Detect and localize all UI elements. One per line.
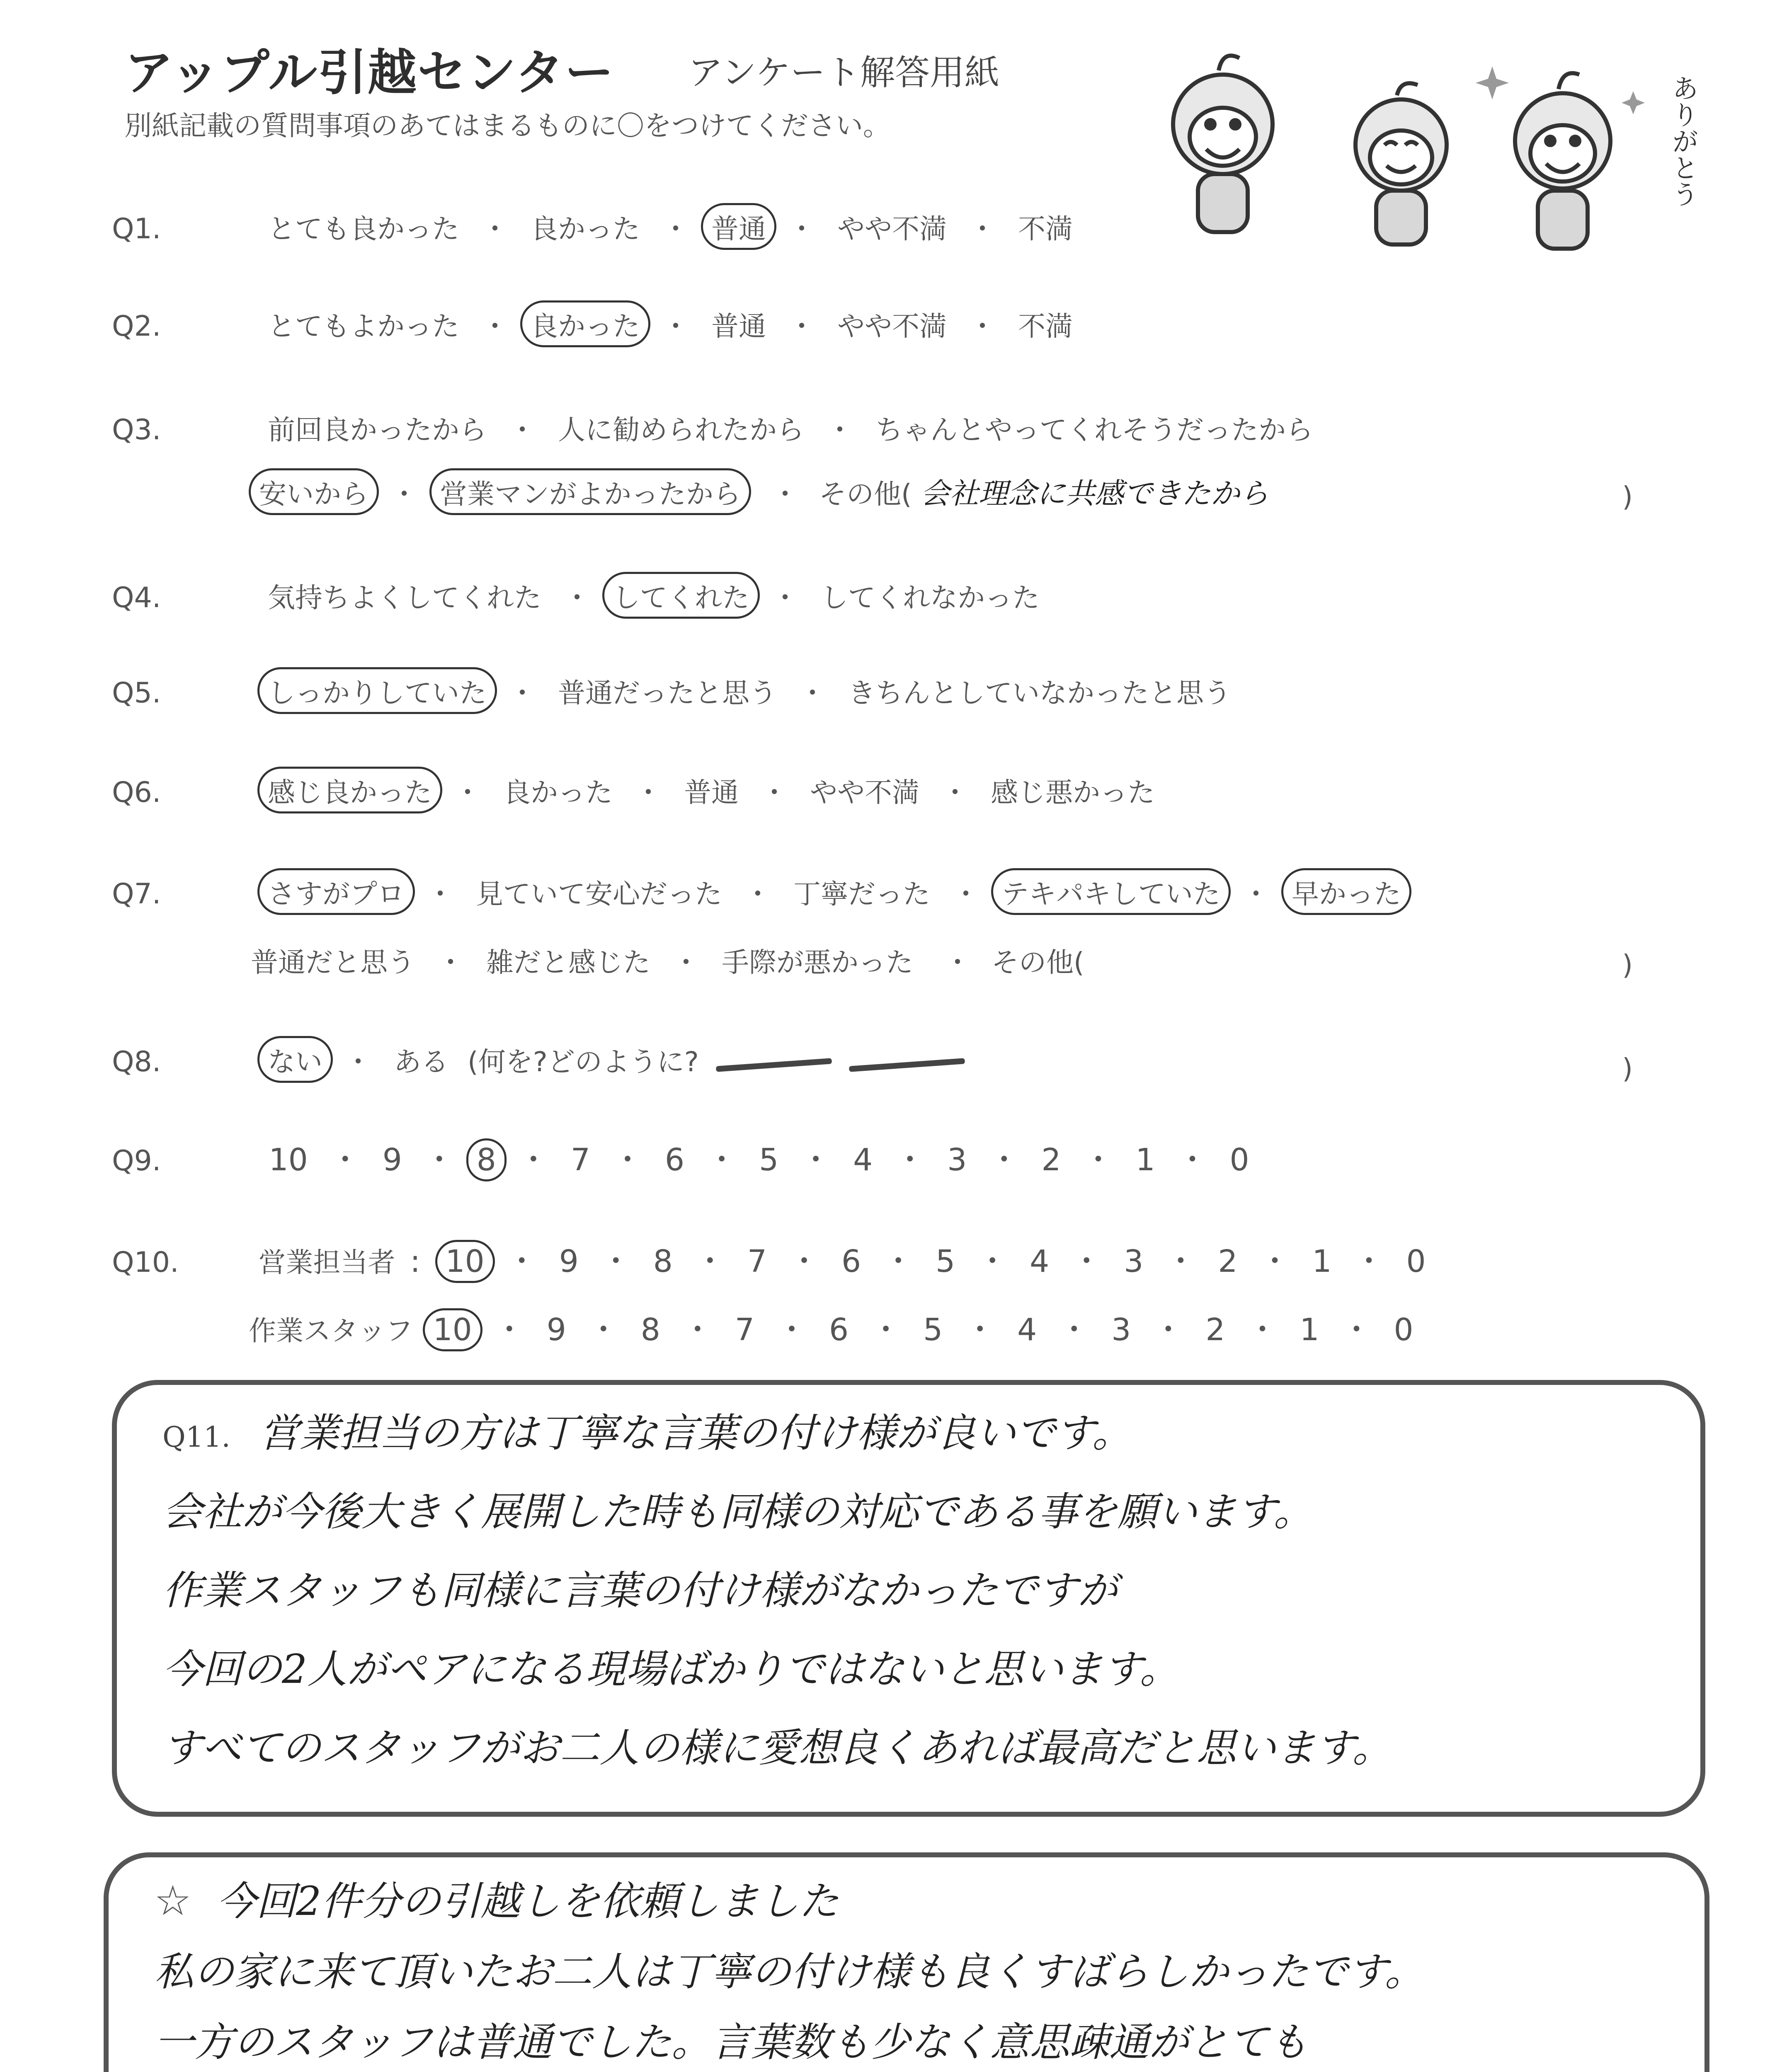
answer-option[interactable]: 10	[269, 1142, 308, 1178]
answer-option[interactable]: 0	[1229, 1142, 1249, 1178]
answer-option[interactable]: 3	[947, 1142, 967, 1178]
answer-option-selected[interactable]: 感じ良かった	[257, 767, 442, 813]
question-10-staff	[249, 1305, 1424, 1351]
answer-option[interactable]: 普通	[684, 777, 739, 808]
separator: ・	[481, 310, 509, 342]
answer-options	[257, 404, 1324, 451]
question-3	[112, 404, 1324, 451]
answer-option-selected[interactable]: しっかりしていた	[257, 667, 497, 714]
answer-option[interactable]: 1	[1135, 1142, 1155, 1178]
separator: ・	[682, 1312, 713, 1348]
answer-option[interactable]: 普通だと思う	[251, 946, 415, 978]
separator: ・	[508, 414, 536, 446]
score-options	[423, 1305, 1424, 1351]
answer-option[interactable]: 9	[382, 1142, 402, 1178]
separator: ・	[508, 677, 536, 709]
question-7	[112, 868, 1411, 915]
separator: ・	[788, 310, 815, 342]
question-label: Q3.	[112, 414, 161, 446]
question-label: Q6.	[112, 776, 161, 809]
answer-options	[257, 767, 1165, 813]
answer-option[interactable]: 9	[546, 1312, 566, 1348]
answer-option[interactable]: 普通だったと思う	[558, 677, 777, 709]
note-line: 一方のスタッフは普通でした。言葉数も少なく意思疎通がとても	[154, 2019, 1308, 2065]
separator: ・	[826, 414, 853, 446]
answer-option[interactable]: 手際が悪かった	[722, 946, 913, 978]
answer-option[interactable]: 0	[1394, 1312, 1413, 1348]
answer-option-selected[interactable]: してくれた	[602, 572, 760, 619]
answer-option[interactable]: 5	[759, 1142, 779, 1178]
separator: ・	[1153, 1312, 1184, 1348]
answer-option[interactable]: 3	[1111, 1312, 1131, 1348]
question-3-line-2	[249, 468, 1269, 515]
note-line: 私の家に来て頂いたお二人は丁寧の付け様も良くすばらしかったです。	[154, 1949, 1425, 1995]
separator: ・	[760, 777, 788, 808]
star-icon: ☆	[154, 1876, 192, 1925]
question-4	[112, 572, 1050, 619]
question-9	[112, 1135, 1260, 1181]
q11-line-text: 営業担当の方は丁寧な言葉の付け様が良いです。	[259, 1410, 1132, 1456]
answer-option-selected[interactable]: 10	[423, 1308, 482, 1351]
answer-option[interactable]: 見ていて安心だった	[475, 878, 722, 910]
answer-option[interactable]: とても良かった	[267, 213, 459, 245]
separator: ・	[424, 1142, 455, 1178]
answer-option[interactable]: とてもよかった	[267, 310, 459, 342]
answer-option-selected[interactable]: 良かった	[520, 300, 650, 347]
answer-option[interactable]: 前回良かったから	[267, 414, 487, 446]
answer-option-selected[interactable]: テキパキしていた	[991, 868, 1231, 915]
answer-options	[249, 468, 751, 515]
separator: ・	[634, 777, 662, 808]
separator: ・	[968, 310, 996, 342]
separator: ・	[788, 1244, 819, 1279]
mascot-caption: ありがとう	[1668, 75, 1698, 207]
separator: ・	[1059, 1312, 1090, 1348]
note-line-text: 今回2件分の引越しを依頼しました	[216, 1878, 839, 1924]
answer-option[interactable]: 1	[1300, 1312, 1319, 1348]
answer-option[interactable]: 6	[829, 1312, 849, 1348]
note-line	[154, 1870, 839, 1927]
answer-option-selected[interactable]: 安いから	[249, 468, 379, 515]
separator: ・	[588, 1312, 619, 1348]
q8-close-paren: )	[1622, 1053, 1633, 1084]
q3-close-paren: )	[1622, 481, 1633, 513]
separator: ・	[437, 946, 464, 978]
answer-option[interactable]: 0	[1406, 1244, 1426, 1279]
answer-option[interactable]: 良かった	[503, 777, 613, 808]
answer-option-selected[interactable]: 普通	[701, 203, 776, 250]
question-label: Q10.	[112, 1246, 179, 1279]
answer-option[interactable]: 感じ悪かった	[990, 777, 1155, 808]
separator: ・	[943, 946, 971, 978]
answer-options	[257, 300, 1083, 347]
answer-option[interactable]: 8	[653, 1244, 673, 1279]
separator: ・	[1353, 1244, 1384, 1279]
answer-option[interactable]: してくれなかった	[820, 582, 1040, 614]
question-2	[112, 300, 1083, 347]
q8-prompt: (何を?どのように?	[467, 1046, 699, 1078]
monkey-mascots-illustration	[1144, 41, 1724, 265]
separator: ・	[481, 213, 509, 245]
separator: ・	[977, 1244, 1008, 1279]
separator: ・	[1165, 1244, 1196, 1279]
separator: ・	[662, 213, 689, 245]
answer-option[interactable]: 2	[1041, 1142, 1061, 1178]
separator: ・	[494, 1312, 525, 1348]
answer-option[interactable]: やや不満	[810, 777, 919, 808]
question-8	[112, 1036, 965, 1083]
answer-option-selected[interactable]: ない	[257, 1036, 333, 1083]
q11-comment-box	[112, 1380, 1705, 1817]
form-subtitle: アンケート解答用紙	[688, 52, 999, 93]
separator: ・	[330, 1142, 361, 1178]
q11-line: 今回の2人がペアになる現場ばかりではないと思います。	[162, 1646, 1180, 1692]
answer-option[interactable]: 4	[1030, 1244, 1050, 1279]
separator: ・	[771, 478, 799, 510]
separator: ・	[426, 878, 454, 910]
scribble-mark	[849, 1059, 965, 1071]
separator: ・	[771, 582, 799, 614]
answer-options	[240, 937, 924, 983]
separator: ・	[883, 1244, 914, 1279]
answer-option[interactable]: 1	[1312, 1244, 1332, 1279]
score-options	[435, 1237, 1436, 1283]
answer-option[interactable]: 2	[1205, 1312, 1225, 1348]
answer-option[interactable]: きちんとしていなかったと思う	[848, 677, 1231, 709]
separator: ・	[662, 310, 689, 342]
question-1	[112, 203, 1083, 250]
answer-option[interactable]: 9	[559, 1244, 579, 1279]
answer-options	[257, 667, 1241, 714]
separator: ・	[672, 946, 700, 978]
q7-close-paren: )	[1622, 949, 1633, 981]
answer-option[interactable]: 不満	[1018, 310, 1073, 342]
answer-option[interactable]: 気持ちよくしてくれた	[267, 582, 541, 614]
question-label: Q4.	[112, 581, 161, 614]
separator: ・	[453, 777, 481, 808]
answer-options	[257, 868, 1411, 915]
answer-option[interactable]: 人に勧められたから	[558, 414, 804, 446]
separator: ・	[1242, 878, 1270, 910]
separator: ・	[798, 677, 826, 709]
q11-label: Q11.	[162, 1421, 230, 1454]
question-label: Q7.	[112, 878, 161, 910]
answer-option[interactable]: 不満	[1018, 213, 1073, 245]
answer-option[interactable]: やや不満	[837, 213, 947, 245]
separator: ・	[1177, 1142, 1208, 1178]
scribble-mark	[716, 1059, 832, 1071]
separator: ・	[744, 878, 771, 910]
separator: ・	[706, 1142, 737, 1178]
separator: ・	[344, 1046, 372, 1078]
separator: ・	[800, 1142, 832, 1178]
score-options	[259, 1135, 1260, 1181]
answer-option[interactable]: 3	[1124, 1244, 1144, 1279]
answer-option[interactable]: ある	[393, 1046, 449, 1078]
free-comment-box	[104, 1852, 1709, 2072]
separator: ・	[563, 582, 591, 614]
answer-option[interactable]: 丁寧だった	[793, 878, 930, 910]
q10-sales-label: 営業担当者	[258, 1247, 395, 1278]
monkey-mascot-right	[1515, 73, 1610, 249]
answer-option-selected[interactable]: 早かった	[1281, 868, 1411, 915]
answer-option[interactable]: 雑だと感じた	[486, 946, 650, 978]
answer-option[interactable]: 7	[570, 1142, 590, 1178]
answer-option-selected[interactable]: 10	[435, 1240, 495, 1283]
separator: ・	[600, 1244, 631, 1279]
answer-option-selected[interactable]: 営業マンがよかったから	[429, 468, 751, 515]
question-5	[112, 667, 1241, 714]
separator: ・	[952, 878, 979, 910]
q3-other-label: その他(	[819, 478, 912, 510]
answer-option[interactable]: やや不満	[837, 310, 947, 342]
separator: ・	[1341, 1312, 1372, 1348]
answer-option[interactable]: 7	[735, 1312, 754, 1348]
q11-line	[162, 1402, 1132, 1458]
answer-option[interactable]: ちゃんとやってくれそうだったから	[875, 414, 1313, 446]
answer-option[interactable]: 普通	[711, 310, 766, 342]
separator: ・	[870, 1312, 902, 1348]
separator: ・	[989, 1142, 1020, 1178]
q3-other-handwritten: 会社理念に共感できたから	[920, 477, 1269, 511]
separator: ・	[776, 1312, 807, 1348]
separator: ・	[1083, 1142, 1114, 1178]
separator: ・	[1247, 1312, 1278, 1348]
answer-option[interactable]: 5	[923, 1312, 943, 1348]
monkey-mascot-left	[1173, 56, 1273, 232]
separator: ・	[390, 478, 418, 510]
answer-option[interactable]: 8	[640, 1312, 660, 1348]
q11-line: 作業スタッフも同様に言葉の付け様がなかったですが	[162, 1567, 1118, 1614]
separator: ・	[1071, 1244, 1102, 1279]
q11-line: すべてのスタッフがお二人の様に愛想良くあれば最高だと思います。	[162, 1725, 1392, 1771]
separator: ・	[1259, 1244, 1290, 1279]
q10-colon: :	[410, 1244, 420, 1279]
separator: ・	[941, 777, 969, 808]
answer-option[interactable]: 6	[664, 1142, 685, 1178]
separator: ・	[694, 1244, 725, 1279]
answer-options	[257, 572, 1050, 619]
answer-option[interactable]: 4	[1017, 1312, 1037, 1348]
separator: ・	[965, 1312, 996, 1348]
form-instruction: 別紙記載の質問事項のあてはまるものに〇をつけてください。	[124, 110, 890, 142]
separator: ・	[895, 1142, 926, 1178]
answer-option[interactable]: 2	[1218, 1244, 1238, 1279]
question-label: Q8.	[112, 1046, 161, 1078]
form-title: アップル引越センター	[124, 44, 615, 101]
answer-option[interactable]: 5	[936, 1244, 955, 1279]
answer-option[interactable]: 6	[841, 1244, 861, 1279]
separator: ・	[518, 1142, 549, 1178]
answer-options	[257, 1036, 459, 1083]
separator: ・	[506, 1244, 537, 1279]
answer-option[interactable]: 良かった	[530, 213, 640, 245]
monkey-mascot-middle	[1355, 83, 1447, 244]
answer-options	[257, 203, 1083, 250]
answer-option-selected[interactable]: 8	[466, 1138, 507, 1181]
question-7-line-2	[240, 937, 1084, 983]
question-label: Q2.	[112, 310, 161, 343]
separator: ・	[788, 213, 815, 245]
separator: ・	[968, 213, 996, 245]
question-label: Q5.	[112, 677, 161, 709]
q7-other-label: その他(	[991, 946, 1084, 978]
question-6	[112, 767, 1165, 813]
question-label: Q1.	[112, 213, 161, 245]
answer-option-selected[interactable]: さすがプロ	[257, 868, 415, 915]
q10-staff-label: 作業スタッフ	[249, 1315, 413, 1347]
answer-option[interactable]: 4	[853, 1142, 873, 1178]
answer-option[interactable]: 7	[747, 1244, 767, 1279]
question-label: Q9.	[112, 1145, 161, 1177]
question-10-sales	[112, 1237, 1436, 1283]
q11-line: 会社が今後大きく展開した時も同様の対応である事を願います。	[162, 1489, 1314, 1535]
separator: ・	[612, 1142, 643, 1178]
